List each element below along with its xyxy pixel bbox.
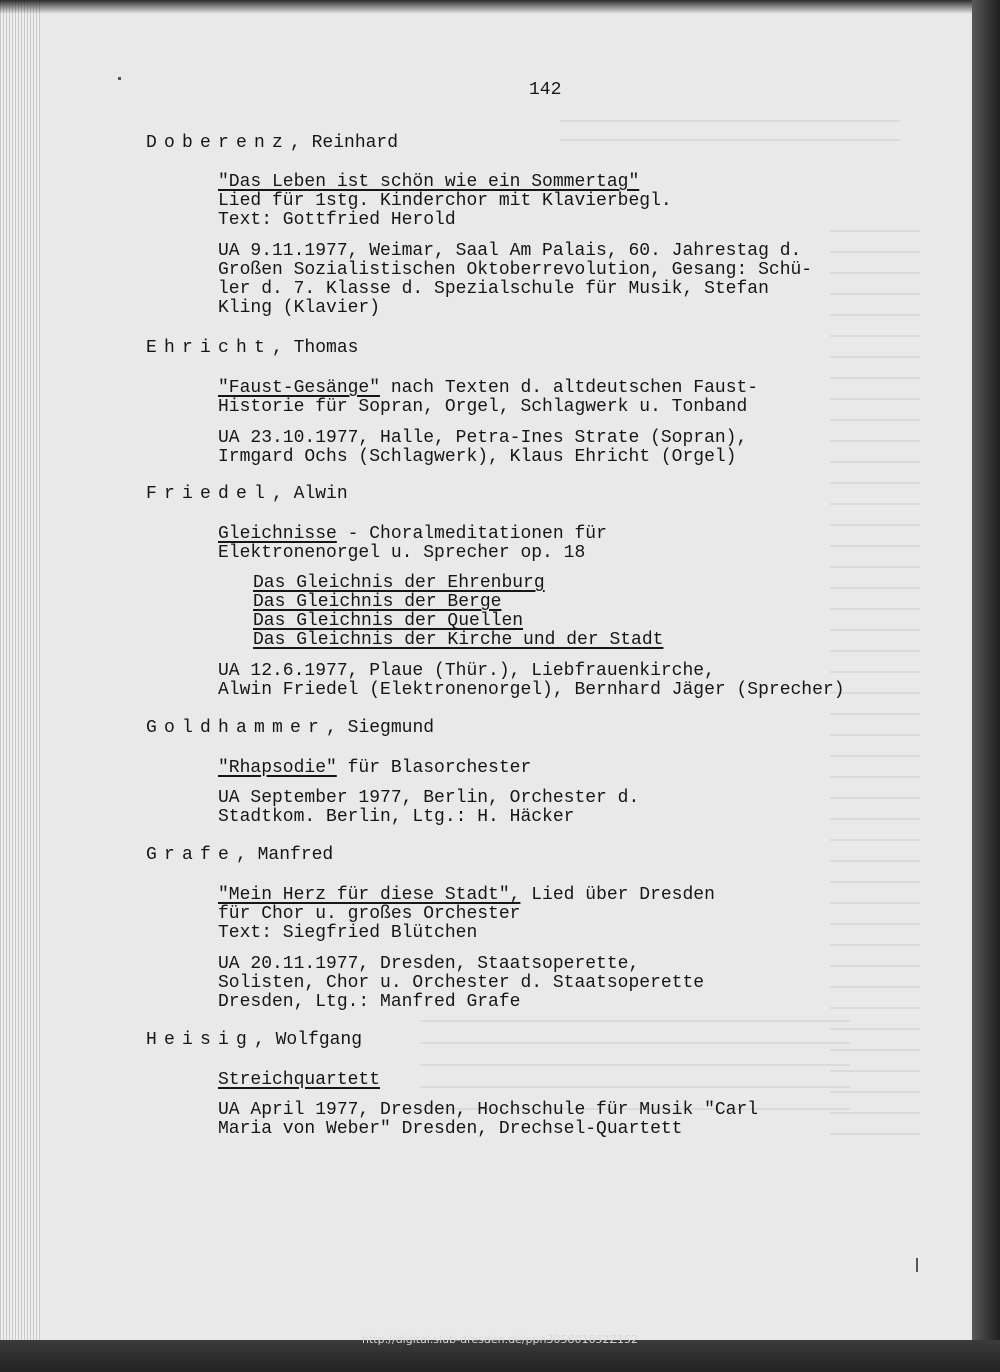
page-number: 142 (529, 80, 562, 100)
composer-firstname: Manfred (257, 845, 334, 865)
premiere-line: UA 12.6.1977, Plaue (Thür.), Liebfrauenkirche, (218, 661, 715, 681)
composer-surname: Heisig (146, 1030, 255, 1050)
movement-title: Das Gleichnis der Berge (253, 592, 502, 612)
work-detail-line: Elektronenorgel u. Sprecher op. 18 (218, 543, 586, 563)
premiere-line: Stadtkom. Berlin, Ltg.: H. Häcker (218, 807, 575, 827)
work-title: "Rhapsodie" (218, 758, 337, 778)
work-detail-line: Lied für 1stg. Kinderchor mit Klavierbegl. (218, 191, 672, 211)
work-title-line (218, 379, 758, 398)
premiere-line: UA 23.10.1977, Halle, Petra-Ines Strate (Sopran), (218, 428, 748, 448)
premiere-line: ler d. 7. Klasse d. Spezialschule für Musik, Stefan (218, 279, 769, 299)
bleed-through-texture (560, 120, 900, 150)
composer-heading: Heisig, Wolfgang (146, 1030, 363, 1050)
work-title: "Das Leben ist schön wie ein Sommertag" (218, 172, 640, 192)
composer-surname: Grafe (146, 845, 237, 865)
premiere-line: UA April 1977, Dresden, Hochschule für Musik "Carl (218, 1100, 759, 1120)
movement-title: Das Gleichnis der Quellen (253, 611, 524, 631)
composer-surname: Friedel (146, 484, 273, 504)
premiere-line: Großen Sozialistischen Oktoberrevolution, Gesang: Schü- (218, 260, 813, 280)
premiere-line: Solisten, Chor u. Orchester d. Staatsoperette (218, 973, 705, 993)
top-shadow (0, 0, 972, 14)
composer-firstname: Wolfgang (275, 1030, 363, 1050)
source-url-footer[interactable]: http://digital.slub-dresden.de/ppn305801652Z152 (362, 1333, 638, 1346)
work-title-line (218, 173, 639, 192)
composer-surname: Goldhammer (146, 718, 327, 738)
work-title-rest: Lied über Dresden (520, 885, 715, 905)
premiere-line: Maria von Weber" Dresden, Drechsel-Quartett (218, 1119, 683, 1139)
work-title-line (218, 759, 531, 778)
premiere-line: UA 9.11.1977, Weimar, Saal Am Palais, 60. Jahrestag d. (218, 241, 802, 261)
composer-heading: Grafe, Manfred (146, 845, 334, 865)
premiere-line: Kling (Klavier) (218, 298, 381, 318)
composer-surname: Ehricht (146, 338, 273, 358)
work-detail-line: Text: Siegfried Blütchen (218, 923, 478, 943)
scan-mark (916, 1258, 918, 1272)
composer-firstname: Thomas (293, 338, 359, 358)
composer-heading: Friedel, Alwin (146, 484, 348, 504)
premiere-line: UA 20.11.1977, Dresden, Staatsoperette, (218, 954, 640, 974)
composer-firstname: Reinhard (311, 133, 399, 153)
work-detail-line: Text: Gottfried Herold (218, 210, 456, 230)
work-title-rest: - Choralmeditationen für (336, 524, 607, 544)
composer-heading: Ehricht, Thomas (146, 338, 359, 358)
premiere-line: Dresden, Ltg.: Manfred Grafe (218, 992, 521, 1012)
work-title-rest: nach Texten d. altdeutschen Faust- (380, 378, 759, 398)
premiere-line: Alwin Friedel (Elektronenorgel), Bernhard Jäger (Sprecher) (218, 680, 845, 700)
composer-firstname: Alwin (293, 484, 348, 504)
premiere-line: UA September 1977, Berlin, Orchester d. (218, 788, 640, 808)
scan-mark (118, 77, 121, 80)
work-title-line (218, 525, 607, 544)
work-title: Streichquartett (218, 1070, 381, 1090)
work-title: "Mein Herz für diese Stadt", (218, 885, 521, 905)
premiere-line: Irmgard Ochs (Schlagwerk), Klaus Ehricht (Orgel) (218, 447, 737, 467)
work-title: "Faust-Gesänge" (218, 378, 381, 398)
work-title-line (218, 886, 715, 905)
movement-title: Das Gleichnis der Ehrenburg (253, 573, 545, 593)
composer-firstname: Siegmund (347, 718, 435, 738)
composer-heading: Doberenz, Reinhard (146, 133, 399, 153)
work-detail-line: Historie für Sopran, Orgel, Schlagwerk u. Tonband (218, 397, 748, 417)
composer-surname: Doberenz (146, 133, 291, 153)
work-detail-line: für Chor u. großes Orchester (218, 904, 521, 924)
composer-heading: Goldhammer, Siegmund (146, 718, 435, 738)
work-title-line (218, 1071, 380, 1090)
movement-title: Das Gleichnis der Kirche und der Stadt (253, 630, 664, 650)
binding-shadow (972, 0, 1000, 1372)
book-page-edges (0, 0, 40, 1372)
work-title: Gleichnisse (218, 524, 337, 544)
work-title-rest: für Blasorchester (336, 758, 532, 778)
